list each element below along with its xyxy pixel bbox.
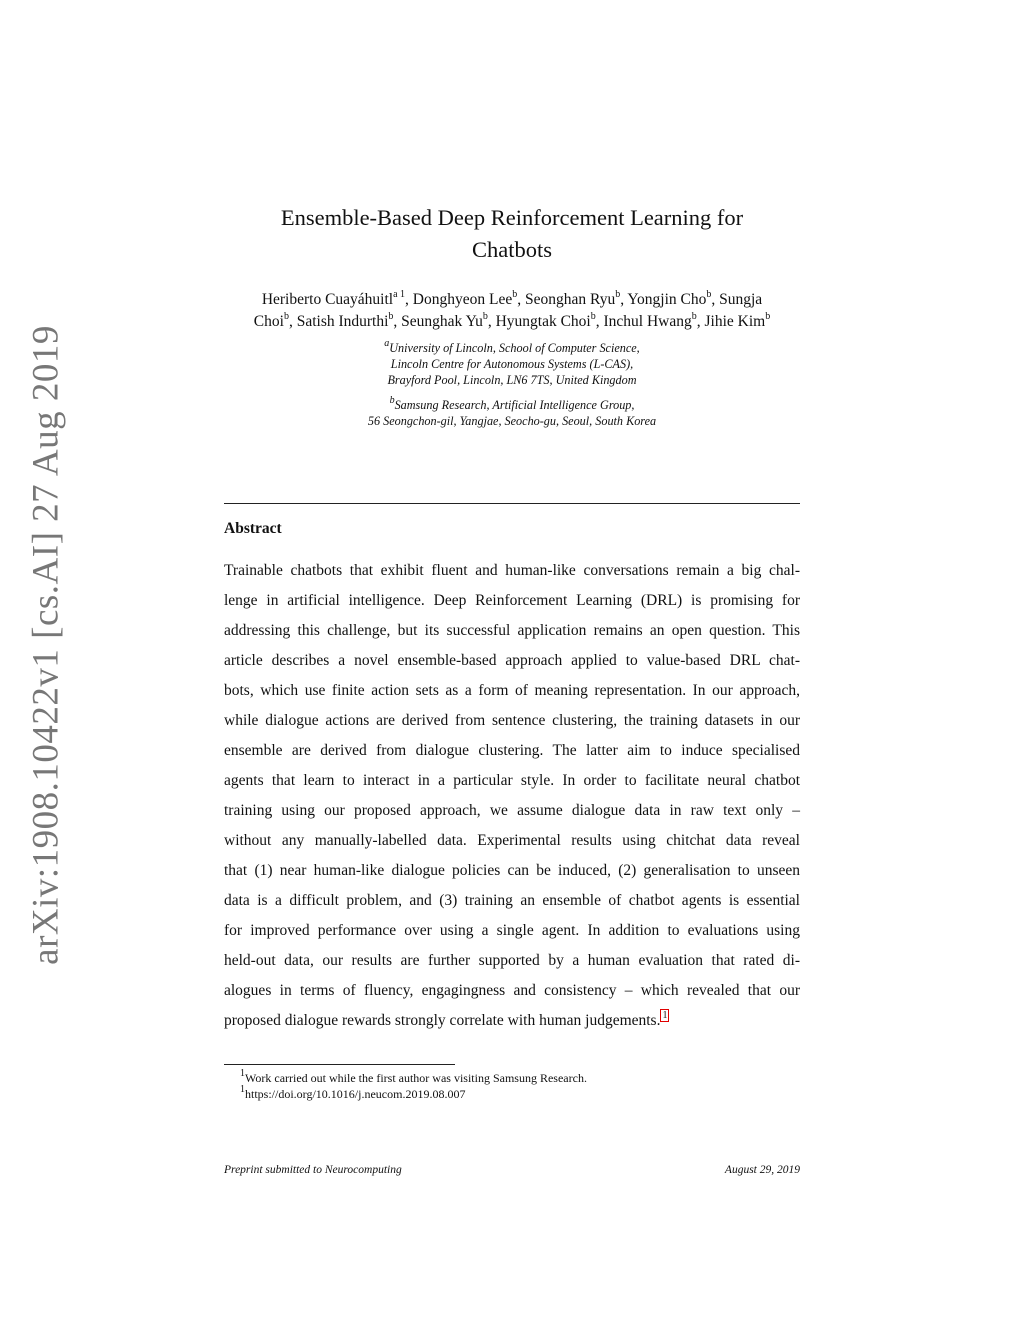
author-line-2 <box>222 311 802 333</box>
arxiv-side-stamp: arXiv:1908.10422v1 [cs.AI] 27 Aug 2019 <box>25 325 67 965</box>
affiliation-a <box>224 337 800 388</box>
author-list <box>222 289 802 333</box>
abstract-line: bots, which use finite action sets as a form of meaning representation. In our approach, <box>224 682 800 699</box>
footer-date: August 29, 2019 <box>724 1164 800 1176</box>
abstract-line: that (1) near human-like dialogue policies can be induced, (2) generalisation to unseen <box>224 862 800 879</box>
footer-journal: Preprint submitted to Neurocomputing <box>224 1164 402 1176</box>
author-sup: b <box>691 310 697 322</box>
abstract-line: addressing this challenge, but its successful application remains an open question. This <box>224 622 800 639</box>
author-sup: b <box>615 288 621 300</box>
author-sup: b <box>283 310 289 322</box>
author-sup: b <box>482 310 488 322</box>
abstract-heading: Abstract <box>224 520 282 537</box>
author-name: , Donghyeon Lee <box>405 291 513 308</box>
footnote-text: Work carried out while the first author was visiting Samsung Research. <box>245 1071 587 1085</box>
author-sup: b <box>765 310 771 322</box>
abstract-line: data is a difficult problem, and (3) training an ensemble of chatbot agents is essential <box>224 892 800 909</box>
abstract-line: for improved performance over using a single agent. In addition to evaluations using <box>224 922 800 939</box>
author-sup: b <box>590 310 596 322</box>
affiliation-mark: a <box>384 337 390 349</box>
author-name: , Inchul Hwang <box>595 313 692 330</box>
abstract-line: while dialogue actions are derived from sentence clustering, the training datasets in our <box>224 712 800 729</box>
footnote-link[interactable]: 1 <box>662 1010 668 1021</box>
author-name: , Seunghak Yu <box>393 313 483 330</box>
paper-title <box>224 202 800 266</box>
abstract-line: agents that learn to interact in a particular style. In order to facilitate neural chatbot <box>224 772 800 789</box>
author-name: , Hyungtak Choi <box>487 313 591 330</box>
abstract-line: alogues in terms of fluency, engagingness and consistency – which revealed that our <box>224 982 800 999</box>
footnote-2 <box>240 1086 587 1102</box>
affiliation-line: 56 Seongchon-gil, Yangjae, Seocho-gu, Seoul, South Korea <box>367 414 657 428</box>
abstract-line: ensemble are derived from dialogue clustering. The latter aim to induce specialised <box>224 742 800 759</box>
author-line-1 <box>222 289 802 311</box>
abstract-line: Trainable chatbots that exhibit fluent and human-like conversations remain a big chal- <box>224 562 800 579</box>
abstract-line: training using our proposed approach, we assume dialogue data in raw text only – <box>224 802 800 819</box>
abstract-line: without any manually-labelled data. Experimental results using chitchat data reveal <box>224 832 800 849</box>
author-sup: a 1 <box>393 288 406 300</box>
footnote-mark: 1 <box>240 1068 245 1079</box>
author-name: Heriberto Cuayáhuitl <box>261 291 394 308</box>
abstract-top-rule <box>224 503 800 504</box>
footnotes <box>240 1070 587 1102</box>
abstract-line: held-out data, our results are further supported by a human evaluation that rated di- <box>224 952 800 969</box>
footnote-mark: 1 <box>240 1084 245 1095</box>
abstract-line: article describes a novel ensemble-based approach applied to value-based DRL chat- <box>224 652 800 669</box>
author-name: , Jihie Kim <box>696 313 766 330</box>
author-sup: b <box>388 310 394 322</box>
author-name: Choi <box>253 313 284 330</box>
affiliation-line: Samsung Research, Artificial Intelligence Group, <box>394 398 635 412</box>
title-line-2: Chatbots <box>471 237 552 262</box>
title-line-1: Ensemble-Based Deep Reinforcement Learning for <box>280 205 744 230</box>
abstract-line: lenge in artificial intelligence. Deep Reinforcement Learning (DRL) is promising for <box>224 592 800 609</box>
affiliation-mark: b <box>389 394 395 406</box>
affiliation-line: Brayford Pool, Lincoln, LN6 7TS, United Kingdom <box>387 373 637 387</box>
abstract-body <box>224 556 800 1036</box>
affiliation-line: Lincoln Centre for Autonomous Systems (L-CAS), <box>390 357 634 371</box>
affiliation-line: University of Lincoln, School of Computer Science, <box>389 341 640 355</box>
footnote-rule <box>224 1064 455 1065</box>
author-sup: b <box>706 288 712 300</box>
author-sup: b <box>512 288 518 300</box>
author-name: , Yongjin Cho <box>620 291 707 308</box>
author-name: , Sungja <box>711 291 763 308</box>
author-name: , Satish Indurthi <box>288 313 389 330</box>
footnote-text: https://doi.org/10.1016/j.neucom.2019.08.007 <box>245 1087 466 1101</box>
author-name: , Seonghan Ryu <box>517 291 616 308</box>
footnote-1 <box>240 1070 587 1086</box>
affiliation-b <box>224 394 800 429</box>
abstract-line-text: proposed dialogue rewards strongly correlate with human judgements. <box>224 1012 661 1029</box>
abstract-line-last <box>224 1006 800 1036</box>
